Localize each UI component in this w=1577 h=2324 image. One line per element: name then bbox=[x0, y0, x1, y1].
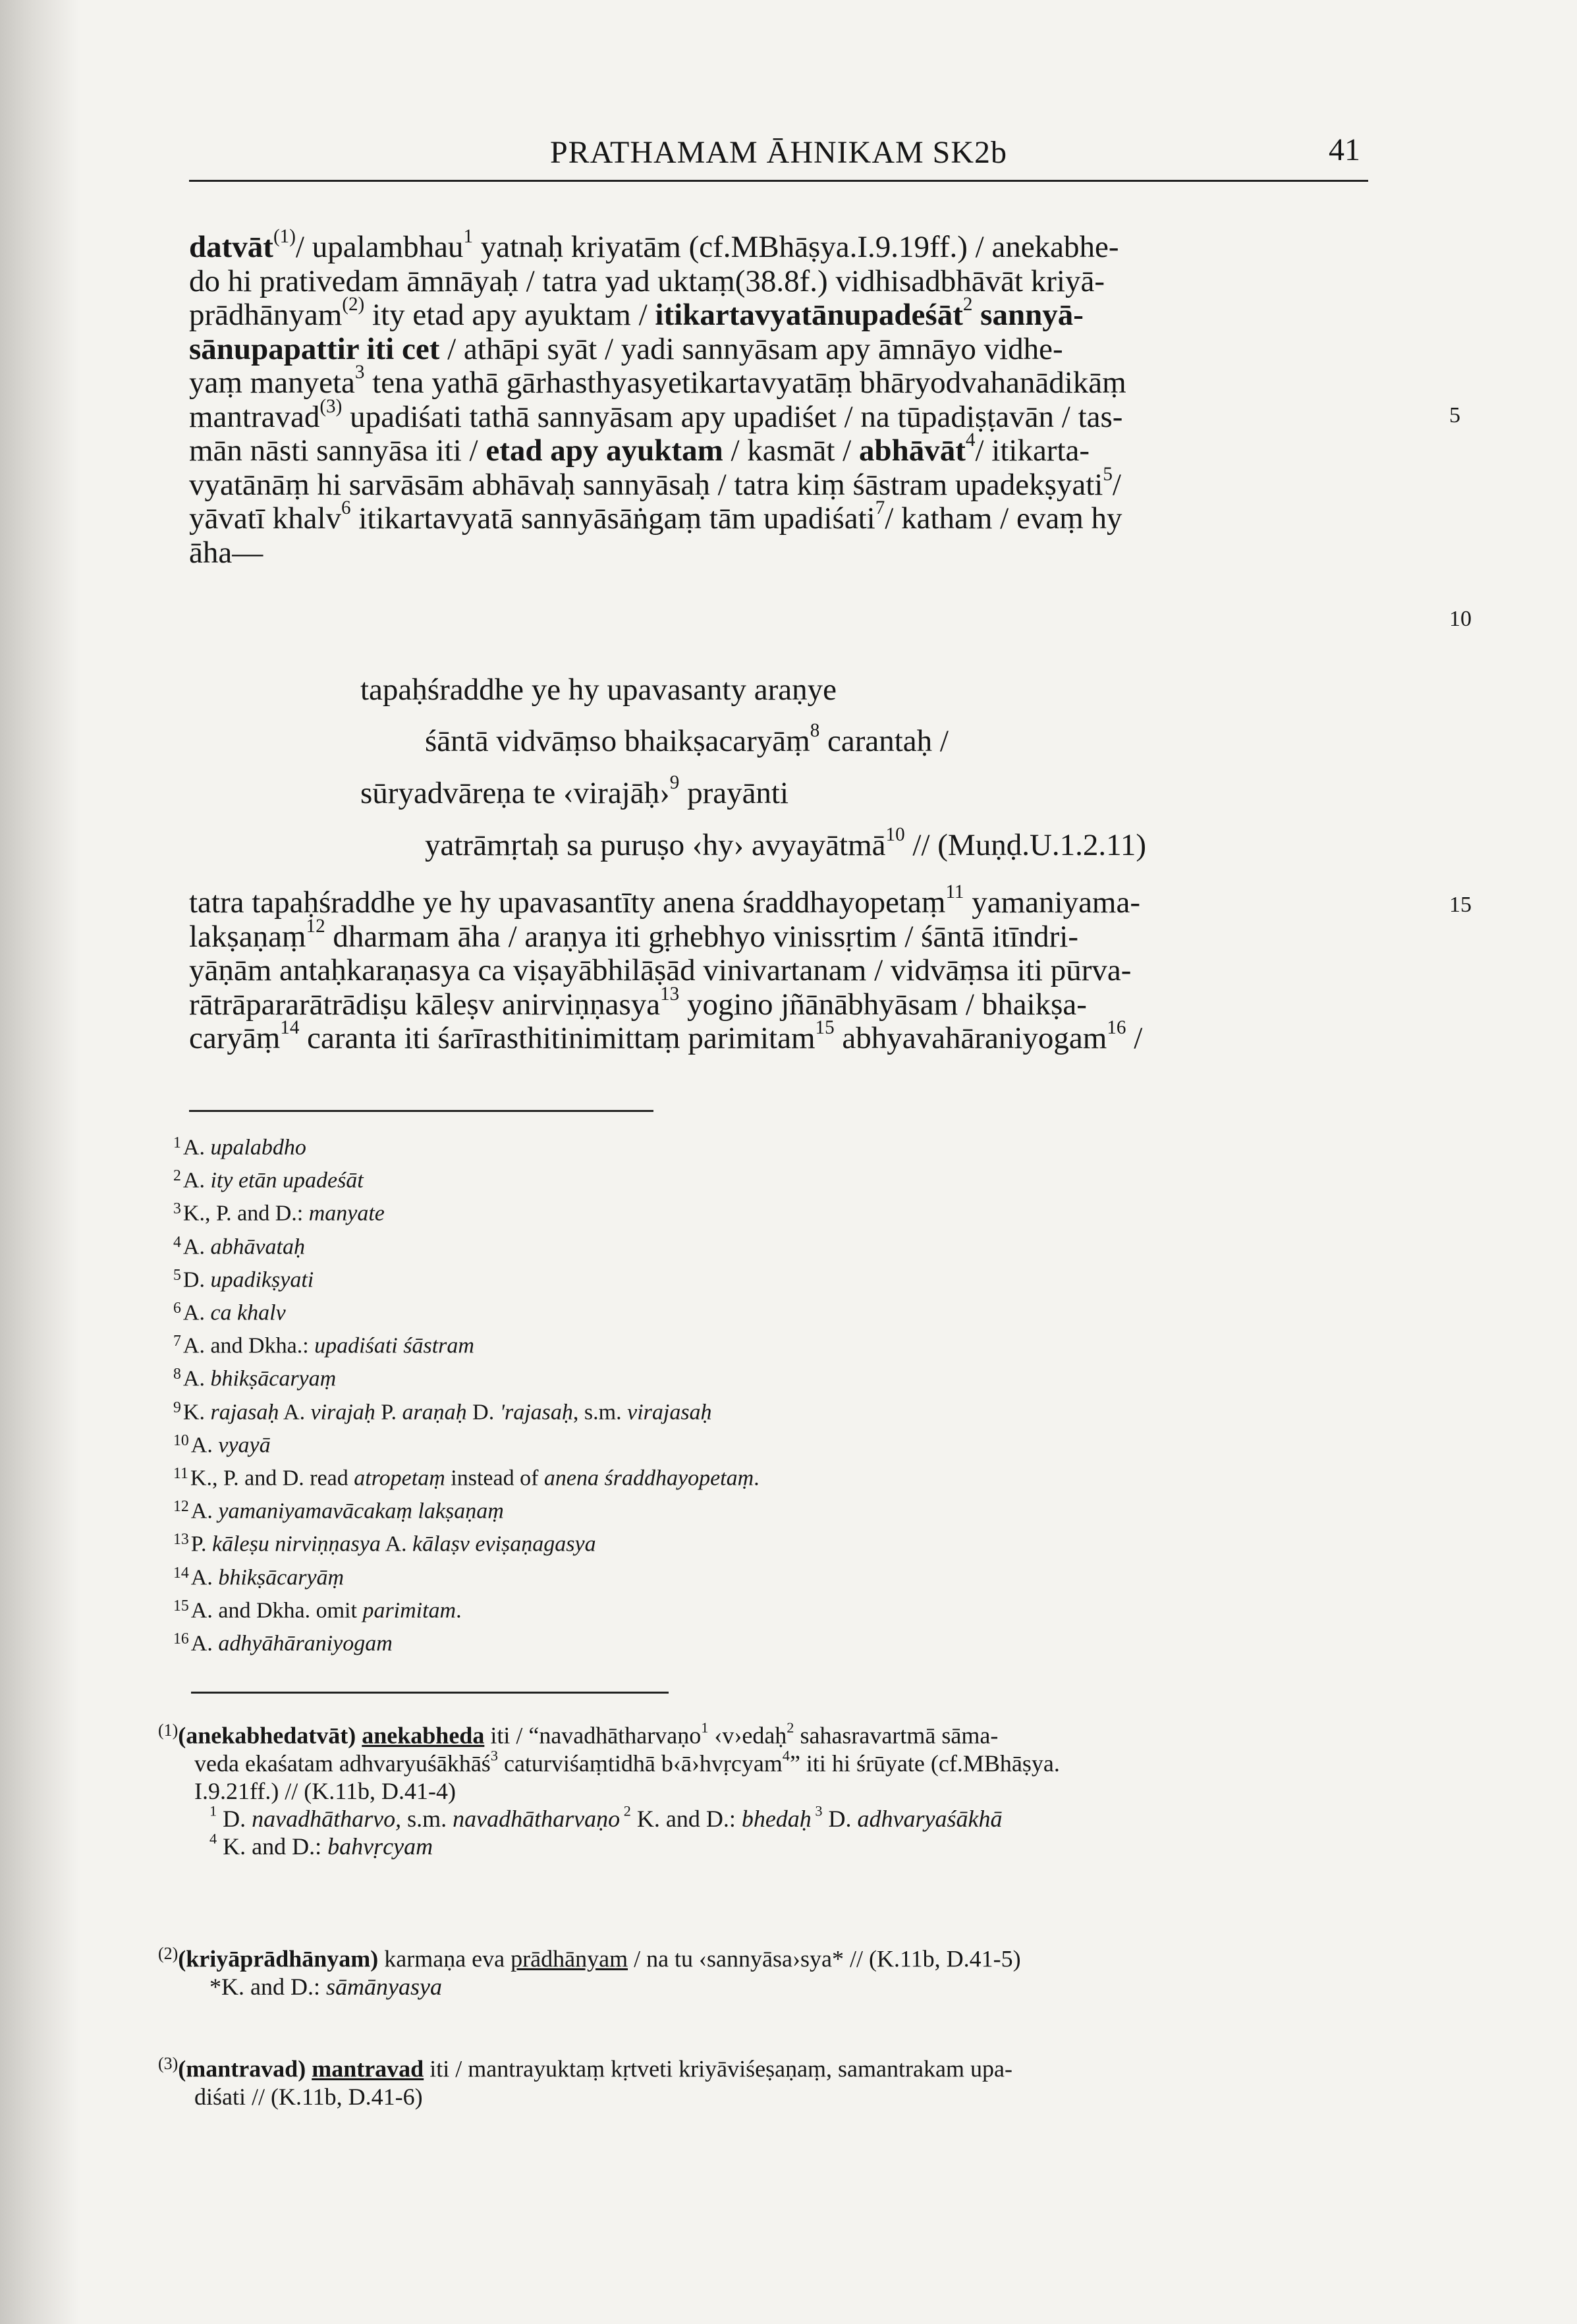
footnote-text: A. and Dkha. omit bbox=[190, 1598, 363, 1623]
footnote-rule bbox=[189, 1110, 653, 1112]
footnote-text: A. bbox=[182, 1367, 211, 1392]
footnote-item bbox=[173, 1327, 1095, 1360]
footnote-text: A. bbox=[182, 1300, 211, 1325]
footnote-text: A. bbox=[190, 1631, 219, 1656]
margin-line-number: 10 bbox=[1449, 607, 1472, 631]
footnote-text: . bbox=[754, 1466, 760, 1491]
footnote-text: ca khalv bbox=[210, 1300, 286, 1325]
footnote-text: anena śraddhayopetaṃ bbox=[543, 1466, 754, 1491]
header-title: PRATHAMAM ĀHNIKAM SK2b bbox=[549, 135, 1008, 170]
footnote-text: A. and Dkha.: bbox=[182, 1333, 315, 1358]
footnote-text: upadiśati śāstram bbox=[314, 1333, 474, 1358]
footnote-item bbox=[173, 1294, 1095, 1327]
footnote-text: upadikṣyati bbox=[210, 1267, 314, 1292]
footnote-text: D. bbox=[466, 1400, 500, 1425]
verse-line: yatrāmṛtaḥ sa puruṣo ‹hy› avyayātmā$^{10}$ // (Muṇḍ.U.1.2.11) bbox=[425, 824, 1147, 862]
footnote-number: 9 bbox=[173, 1398, 181, 1416]
footnote-text: kālaṣv eviṣaṇagasya bbox=[412, 1532, 596, 1557]
commentary-note-1 bbox=[158, 1717, 1390, 1860]
footnote-text: yamaniyamavācakaṃ lakṣaṇaṃ bbox=[218, 1499, 504, 1524]
footnote-text: abhāvataḥ bbox=[210, 1234, 306, 1259]
footnote-text: vyayā bbox=[218, 1433, 271, 1458]
footnote-text: P. bbox=[375, 1400, 402, 1425]
footnote-text: A. bbox=[182, 1234, 211, 1259]
text-line: sānupapattir iti cet / athāpi syāt / yadi sannyāsam apy āmnāyo vidhe- bbox=[189, 331, 1063, 366]
footnote-number: 4 bbox=[173, 1233, 181, 1251]
footnote-text: bhikṣācaryāṃ bbox=[218, 1565, 345, 1590]
second-paragraph bbox=[189, 881, 1368, 1056]
footnote-text: upalabdho bbox=[210, 1135, 306, 1160]
footnote-text: . bbox=[456, 1598, 462, 1623]
footnote-text: A. bbox=[182, 1168, 211, 1193]
footnote-number: 11 bbox=[173, 1465, 188, 1483]
text-line: $^{(3)}$(mantravad) mantravad iti / mantrayuktaṃ kṛtveti kriyāviśeṣaṇaṃ, samantrakam upa- bbox=[158, 2054, 1012, 2082]
footnote-text: K., P. and D. read bbox=[190, 1466, 354, 1491]
footnote-text: A. bbox=[190, 1499, 219, 1524]
footnote-item bbox=[173, 1427, 1095, 1460]
footnote-item bbox=[173, 1261, 1095, 1294]
margin-line-number: 15 bbox=[1449, 893, 1472, 917]
text-line: diśati // (K.11b, D.41-6) bbox=[194, 2083, 423, 2110]
footnote-text: 'rajasaḥ bbox=[499, 1400, 573, 1425]
text-line: mān nāsti sannyāsa iti / etad apy ayuktam / kasmāt / abhāvāt$^4$/ itikarta- bbox=[189, 429, 1090, 468]
footnote-text: virajaḥ bbox=[310, 1400, 375, 1425]
footnote-text: kāleṣu nirviṇṇasya bbox=[211, 1532, 381, 1557]
footnote-item bbox=[173, 1460, 1095, 1493]
header-rule bbox=[189, 180, 1368, 182]
footnote-number: 16 bbox=[173, 1630, 189, 1648]
footnote-text: virajasaḥ bbox=[627, 1400, 712, 1425]
verse-line: śāntā vidvāṃso bhaikṣacaryāṃ$^8$ carantaḥ / bbox=[425, 720, 949, 758]
footnote-item bbox=[173, 1625, 1095, 1658]
footnote-text: K., P. and D.: bbox=[182, 1202, 309, 1227]
text-line: mantravad$^{(3)}$ upadiśati tathā sannyāsam apy upadiśet / na tūpadiṣṭavān / tas- bbox=[189, 395, 1123, 434]
commentary-note-2 bbox=[158, 1940, 1390, 2001]
footnote-text: rajasaḥ bbox=[210, 1400, 279, 1425]
verse-line: sūryadvāreṇa te ‹virajāḥ›$^9$ prayānti bbox=[360, 772, 789, 810]
running-header bbox=[189, 125, 1368, 184]
text-line: yāṇām antaḥkaraṇasya ca viṣayābhilāṣād vinivartanam / vidvāṃsa iti pūrva- bbox=[189, 953, 1132, 987]
footnote-number: 15 bbox=[173, 1597, 189, 1615]
footnote-number: 3 bbox=[173, 1200, 181, 1218]
footnote-item bbox=[173, 1195, 1095, 1228]
footnote-item bbox=[173, 1360, 1095, 1393]
commentary-note-3 bbox=[158, 2050, 1390, 2111]
footnote-item bbox=[173, 1592, 1095, 1625]
footnote-text: atropetaṃ bbox=[354, 1466, 445, 1491]
text-line: yāvatī khalv$^6$ itikartavyatā sannyāsāṅgaṃ tām upadiśati$^7$/ katham / evaṃ hy bbox=[189, 497, 1122, 536]
footnote-number: 2 bbox=[173, 1167, 181, 1185]
text-line: yaṃ manyeta$^3$ tena yathā gārhasthyasyetikartavyatāṃ bhāryodvahanādikāṃ bbox=[189, 362, 1126, 400]
footnote-number: 10 bbox=[173, 1431, 189, 1449]
footnote-text: adhyāhāraniyogam bbox=[218, 1631, 393, 1656]
text-line: $^1$ D. navadhātharvo, s.m. navadhātharvaṇo $^2$ K. and D.: bhedaḥ $^3$ D. adhvaryaśākhā bbox=[209, 1802, 1003, 1832]
text-line: datvāt$^{(1)}$/ upalambhau$^1$ yatnaḥ kriyatām (cf.MBhāṣya.I.9.19ff.) / anekabhe- bbox=[189, 226, 1119, 264]
footnote-item bbox=[173, 1394, 1095, 1427]
apparatus-footnotes bbox=[173, 1129, 1095, 1658]
verse-line: tapaḥśraddhe ye hy upavasanty araṇye bbox=[360, 673, 837, 707]
footnote-item bbox=[173, 1229, 1095, 1261]
text-line: prādhānyam$^{(2)}$ ity etad apy ayuktam / itikartavyatānupadeśāt$^2$ sannyā- bbox=[189, 294, 1084, 332]
footnote-item bbox=[173, 1526, 1095, 1559]
text-line: vyatānāṃ hi sarvāsām abhāvaḥ sannyāsaḥ / tatra kiṃ śāstram upadekṣyati$^5$/ bbox=[189, 463, 1121, 502]
footnote-text: D. bbox=[182, 1267, 211, 1292]
footnote-text: parimitam bbox=[362, 1598, 456, 1623]
footnote-item bbox=[173, 1493, 1095, 1526]
footnote-text: bhikṣācaryaṃ bbox=[210, 1367, 337, 1392]
footnote-text: , s.m. bbox=[572, 1400, 628, 1425]
footnote-text: manyate bbox=[308, 1202, 385, 1227]
text-line: āha— bbox=[189, 535, 263, 570]
commentary-rule bbox=[191, 1692, 669, 1694]
footnote-item bbox=[173, 1162, 1095, 1195]
main-paragraph bbox=[189, 226, 1368, 570]
text-line: $^4$ K. and D.: bahvṛcyam bbox=[209, 1829, 433, 1860]
text-line: $^{(1)}$(anekabhedatvāt) anekabheda iti / “navadhātharvaṇo$^1$ ‹v›edaḥ$^2$ sahasravartmā sāma- bbox=[158, 1719, 999, 1749]
text-line: veda ekaśatam adhvaryuśākhāś$^3$ caturviśaṃtidhā b‹ā›hvṛcyam$^4$” iti hi śrūyate (cf.MBhāṣya. bbox=[194, 1746, 1060, 1777]
footnote-number: 7 bbox=[173, 1333, 181, 1350]
footnote-number: 13 bbox=[173, 1531, 189, 1549]
footnote-text: A. bbox=[182, 1135, 211, 1160]
text-line: *K. and D.: sāmānyasya bbox=[209, 1973, 442, 2000]
footnote-number: 1 bbox=[173, 1134, 181, 1151]
footnote-text: A. bbox=[190, 1433, 219, 1458]
text-line: $^{(2)}$(kriyāprādhānyam) karmaṇa eva prādhānyam / na tu ‹sannyāsa›sya* // (K.11b, D.41-5) bbox=[158, 1944, 1021, 1972]
text-line: do hi prativedam āmnāyaḥ / tatra yad uktaṃ(38.8f.) vidhisadbhāvāt kriyā- bbox=[189, 263, 1105, 298]
footnote-text: araṇaḥ bbox=[402, 1400, 467, 1425]
footnote-number: 14 bbox=[173, 1564, 189, 1582]
footnote-number: 12 bbox=[173, 1498, 189, 1516]
footnote-text: A. bbox=[190, 1565, 219, 1590]
footnote-item bbox=[173, 1559, 1095, 1592]
margin-line-number: 5 bbox=[1449, 403, 1460, 428]
footnote-text: A. bbox=[380, 1532, 413, 1557]
footnote-number: 8 bbox=[173, 1366, 181, 1383]
text-line: rātrāpararātrādiṣu kāleṣv anirviṇṇasya$^{13}$ yogino jñānābhyāsam / bhaikṣa- bbox=[189, 983, 1087, 1022]
text-line: caryāṃ$^{14}$ caranta iti śarīrasthitinimittaṃ parimitam$^{15}$ abhyavahāraniyogam$^{16}$ / bbox=[189, 1017, 1143, 1055]
footnote-text: A. bbox=[279, 1400, 311, 1425]
footnote-text: K. bbox=[182, 1400, 211, 1425]
footnote-text: ity etān upadeśāt bbox=[210, 1168, 364, 1193]
text-line: I.9.21ff.) // (K.11b, D.41-4) bbox=[194, 1777, 456, 1804]
footnote-item bbox=[173, 1129, 1095, 1162]
footnote-text: P. bbox=[190, 1532, 212, 1557]
footnote-text: instead of bbox=[445, 1466, 544, 1491]
text-line: tatra tapaḥśraddhe ye hy upavasantīty anena śraddhayopetaṃ$^{11}$ yamaniyama- bbox=[189, 881, 1141, 920]
footnote-number: 6 bbox=[173, 1300, 181, 1317]
page-number: 41 bbox=[1329, 132, 1360, 167]
footnote-number: 5 bbox=[173, 1266, 181, 1284]
text-line: lakṣaṇaṃ$^{12}$ dharmam āha / araṇya iti gṛhebhyo vinissṛtim / śāntā itīndri- bbox=[189, 915, 1079, 954]
